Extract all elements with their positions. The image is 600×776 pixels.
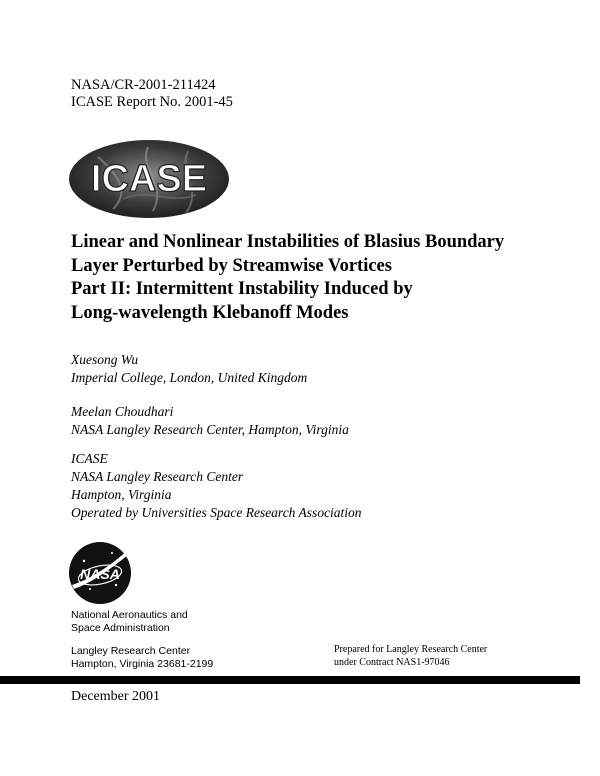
report-number: NASA/CR-2001-211424 — [71, 77, 216, 93]
prepared-for — [334, 643, 487, 669]
author-affiliation: Hampton, Virginia — [71, 487, 172, 502]
title-line-1: Linear and Nonlinear Instabilities of Blasius Boundary — [71, 232, 505, 252]
agency-line-2: Space Administration — [71, 622, 170, 634]
author-affiliation: NASA Langley Research Center, Hampton, Virginia — [71, 422, 349, 437]
agency-name — [71, 609, 188, 635]
author-name: ICASE — [71, 451, 108, 466]
publication-date: December 2001 — [71, 689, 161, 704]
author-block-1 — [71, 351, 307, 387]
icase-logo-text: ICASE — [90, 158, 208, 200]
author-block-2 — [71, 403, 349, 439]
prepared-line-1: Prepared for Langley Research Center — [334, 644, 488, 655]
center-line-2: Hampton, Virginia 23681-2199 — [71, 658, 214, 670]
title-line-4: Long-wavelength Klebanoff Modes — [71, 302, 349, 323]
title-line-2: Layer Perturbed by Streamwise Vortices — [71, 255, 392, 276]
author-affiliation: NASA Langley Research Center — [71, 469, 244, 484]
author-affiliation: Operated by Universities Space Research Association — [71, 505, 362, 520]
author-block-3 — [71, 450, 362, 522]
title-line-3: Part II: Intermittent Instability Induced by — [71, 279, 413, 299]
document-title — [71, 231, 551, 325]
center-line-1: Langley Research Center — [71, 645, 191, 657]
nasa-logo-text: NASA — [80, 566, 120, 582]
prepared-line-2: under Contract NAS1-97046 — [334, 657, 450, 668]
nasa-logo — [66, 539, 142, 607]
icase-logo — [68, 139, 230, 219]
author-name: Xuesong Wu — [71, 352, 139, 367]
author-name: Meelan Choudhari — [71, 404, 174, 419]
center-address — [71, 645, 213, 671]
icase-report-number: ICASE Report No. 2001-45 — [71, 94, 233, 110]
agency-line-1: National Aeronautics and — [71, 609, 188, 621]
divider-rule — [0, 676, 580, 684]
author-affiliation: Imperial College, London, United Kingdom — [71, 370, 308, 385]
